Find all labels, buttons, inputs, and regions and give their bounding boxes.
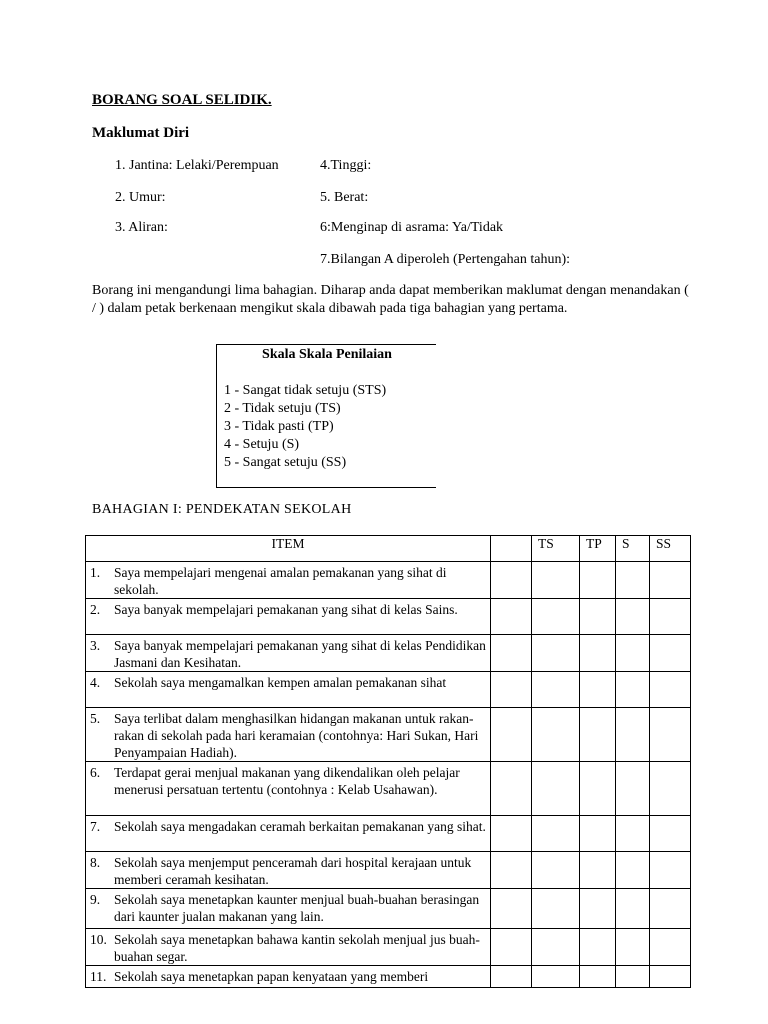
item-text: Sekolah saya menetapkan bahawa kantin sekolah menjual jus buah-buahan segar.: [114, 932, 480, 964]
item-text: Saya mempelajari mengenai amalan pemakanan yang sihat di sekolah.: [114, 565, 447, 597]
checkbox-cell[interactable]: [650, 599, 691, 635]
checkbox-cell[interactable]: [532, 708, 580, 762]
checkbox-cell[interactable]: [580, 929, 616, 966]
field-hostel: 6:Menginap di asrama: Ya/Tidak: [320, 220, 504, 235]
header-sts: [491, 536, 532, 562]
checkbox-cell[interactable]: [491, 889, 532, 929]
item-cell: [86, 562, 491, 599]
table-row: [86, 966, 691, 988]
checkbox-cell[interactable]: [616, 708, 650, 762]
header-tp: TP: [580, 536, 616, 562]
rating-scale-box: [216, 344, 436, 488]
checkbox-cell[interactable]: [616, 852, 650, 889]
item-number: 5.: [90, 711, 101, 726]
checkbox-cell[interactable]: [491, 762, 532, 816]
item-cell: [86, 889, 491, 929]
header-ss: SS: [650, 536, 691, 562]
checkbox-cell[interactable]: [491, 929, 532, 966]
item-text: Saya terlibat dalam menghasilkan hidangan makanan untuk rakan-rakan di sekolah pada hari keramaian (contohnya: Hari Sukan, Hari Penyampaian Hadiah).: [114, 711, 479, 760]
checkbox-cell[interactable]: [580, 672, 616, 708]
header-item: ITEM: [86, 536, 491, 562]
item-number: 2.: [90, 602, 101, 617]
checkbox-cell[interactable]: [532, 929, 580, 966]
checkbox-cell[interactable]: [491, 562, 532, 599]
item-cell: [86, 762, 491, 816]
checkbox-cell[interactable]: [491, 966, 532, 988]
field-age: 2. Umur:: [115, 190, 166, 205]
checkbox-cell[interactable]: [616, 929, 650, 966]
rating-scale-item: 2 - Tidak setuju (TS): [224, 401, 341, 416]
checkbox-cell[interactable]: [532, 562, 580, 599]
form-title: BORANG SOAL SELIDIK.: [92, 92, 272, 108]
item-cell: [86, 852, 491, 889]
checkbox-cell[interactable]: [650, 852, 691, 889]
checkbox-cell[interactable]: [532, 816, 580, 852]
checkbox-cell[interactable]: [616, 672, 650, 708]
checkbox-cell[interactable]: [580, 562, 616, 599]
item-number: 10.: [90, 932, 107, 947]
table-row: [86, 562, 691, 599]
table-row: [86, 672, 691, 708]
header-ts: TS: [532, 536, 580, 562]
checkbox-cell[interactable]: [532, 966, 580, 988]
rating-scale-item: 5 - Sangat setuju (SS): [224, 455, 347, 470]
table-header-row: [86, 536, 691, 562]
item-cell: [86, 816, 491, 852]
field-gender: 1. Jantina: Lelaki/Perempuan: [115, 158, 279, 173]
checkbox-cell[interactable]: [491, 672, 532, 708]
checkbox-cell[interactable]: [650, 966, 691, 988]
item-number: 1.: [90, 565, 101, 580]
table-row: [86, 929, 691, 966]
table-row: [86, 816, 691, 852]
item-text: Sekolah saya menetapkan papan kenyataan yang memberi: [114, 969, 429, 984]
checkbox-cell[interactable]: [650, 708, 691, 762]
item-number: 8.: [90, 855, 101, 870]
table-row: [86, 708, 691, 762]
item-text: Sekolah saya menetapkan kaunter menjual buah-buahan berasingan dari kaunter jualan makanan yang lain.: [114, 892, 480, 924]
checkbox-cell[interactable]: [650, 929, 691, 966]
table-row: [86, 852, 691, 889]
checkbox-cell[interactable]: [650, 762, 691, 816]
checkbox-cell[interactable]: [580, 966, 616, 988]
checkbox-cell[interactable]: [616, 562, 650, 599]
checkbox-cell[interactable]: [650, 562, 691, 599]
checkbox-cell[interactable]: [491, 852, 532, 889]
section-1-title: BAHAGIAN I: PENDEKATAN SEKOLAH: [92, 502, 352, 517]
checkbox-cell[interactable]: [532, 889, 580, 929]
checkbox-cell[interactable]: [532, 672, 580, 708]
checkbox-cell[interactable]: [650, 635, 691, 672]
checkbox-cell[interactable]: [650, 816, 691, 852]
checkbox-cell[interactable]: [580, 599, 616, 635]
table-row: [86, 762, 691, 816]
checkbox-cell[interactable]: [616, 635, 650, 672]
item-cell: [86, 672, 491, 708]
questionnaire-table: [85, 535, 691, 988]
section-personal-info-title: Maklumat Diri: [92, 125, 190, 141]
table-row: [86, 599, 691, 635]
item-text: Saya banyak mempelajari pemakanan yang sihat di kelas Sains.: [114, 602, 458, 617]
checkbox-cell[interactable]: [580, 762, 616, 816]
checkbox-cell[interactable]: [616, 889, 650, 929]
checkbox-cell[interactable]: [491, 599, 532, 635]
table-row: [86, 889, 691, 929]
item-cell: [86, 708, 491, 762]
item-number: 11.: [90, 969, 107, 984]
checkbox-cell[interactable]: [580, 816, 616, 852]
field-weight: 5. Berat:: [320, 190, 369, 205]
rating-scale-item: 3 - Tidak pasti (TP): [224, 419, 334, 434]
item-number: 7.: [90, 819, 101, 834]
checkbox-cell[interactable]: [491, 708, 532, 762]
rating-scale-item: 4 - Setuju (S): [224, 437, 300, 452]
item-cell: [86, 966, 491, 988]
checkbox-cell[interactable]: [491, 635, 532, 672]
item-cell: [86, 635, 491, 672]
checkbox-cell[interactable]: [650, 672, 691, 708]
rating-scale-list: [224, 382, 386, 472]
rating-scale-item: 1 - Sangat tidak setuju (STS): [224, 383, 387, 398]
checkbox-cell[interactable]: [616, 816, 650, 852]
checkbox-cell[interactable]: [616, 599, 650, 635]
item-text: Sekolah saya mengadakan ceramah berkaitan pemakanan yang sihat.: [114, 819, 486, 834]
table-row: [86, 635, 691, 672]
checkbox-cell[interactable]: [650, 889, 691, 929]
item-number: 3.: [90, 638, 101, 653]
item-text: Sekolah saya menjemput penceramah dari hospital kerajaan untuk memberi ceramah kesihatan.: [114, 855, 472, 887]
checkbox-cell[interactable]: [532, 599, 580, 635]
checkbox-cell[interactable]: [491, 816, 532, 852]
checkbox-cell[interactable]: [580, 708, 616, 762]
checkbox-cell[interactable]: [616, 966, 650, 988]
rating-scale-title: Skala Skala Penilaian: [262, 347, 392, 362]
item-number: 6.: [90, 765, 101, 780]
checkbox-cell[interactable]: [532, 762, 580, 816]
item-text: Sekolah saya mengamalkan kempen amalan pemakanan sihat: [114, 675, 447, 690]
checkbox-cell[interactable]: [580, 889, 616, 929]
field-a-count: 7.Bilangan A diperoleh (Pertengahan tahun):: [320, 252, 570, 267]
checkbox-cell[interactable]: [616, 762, 650, 816]
item-cell: [86, 929, 491, 966]
checkbox-cell[interactable]: [532, 635, 580, 672]
header-s: S: [616, 536, 650, 562]
item-text: Terdapat gerai menjual makanan yang dikendalikan oleh pelajar menerusi persatuan tertentu (contohnya : Kelab Usahawan).: [114, 765, 460, 797]
item-text: Saya banyak mempelajari pemakanan yang sihat di kelas Pendidikan Jasmani dan Kesihatan.: [114, 638, 486, 670]
checkbox-cell[interactable]: [580, 852, 616, 889]
item-cell: [86, 599, 491, 635]
instructions-paragraph: Borang ini mengandungi lima bahagian. Diharap anda dapat memberikan maklumat dengan menandakan ( / ) dalam petak berkenaan mengikut skala dibawah pada tiga bahagian yang pertama.: [92, 283, 689, 316]
field-height: 4.Tinggi:: [320, 158, 372, 173]
item-number: 4.: [90, 675, 101, 690]
checkbox-cell[interactable]: [580, 635, 616, 672]
item-number: 9.: [90, 892, 101, 907]
field-stream: 3. Aliran:: [115, 220, 168, 235]
checkbox-cell[interactable]: [532, 852, 580, 889]
